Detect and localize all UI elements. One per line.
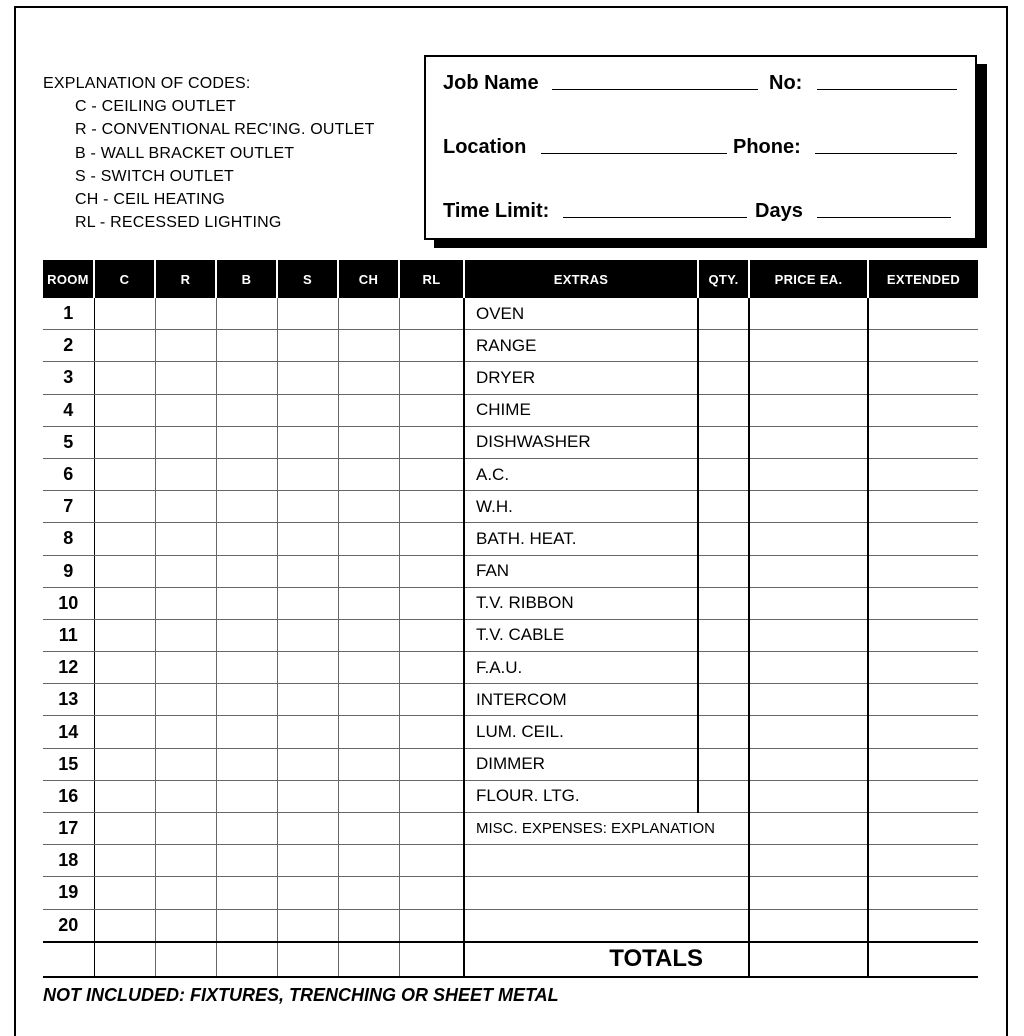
qty-cell[interactable] bbox=[698, 555, 749, 587]
code-cell-s[interactable] bbox=[277, 298, 338, 330]
code-cell-b[interactable] bbox=[216, 587, 277, 619]
code-cell-s[interactable] bbox=[277, 845, 338, 877]
code-item: CH - CEIL HEATING bbox=[75, 191, 226, 209]
code-cell-s[interactable] bbox=[277, 426, 338, 458]
code-cell-c[interactable] bbox=[94, 652, 155, 684]
table-row bbox=[43, 813, 978, 845]
extended-cell[interactable] bbox=[868, 298, 978, 330]
extended-cell[interactable] bbox=[868, 426, 978, 458]
code-cell-c[interactable] bbox=[94, 555, 155, 587]
table-row bbox=[43, 877, 978, 909]
code-cell-c[interactable] bbox=[94, 491, 155, 523]
code-cell-ch[interactable] bbox=[338, 909, 399, 942]
code-cell-c[interactable] bbox=[94, 619, 155, 651]
code-cell-s[interactable] bbox=[277, 587, 338, 619]
code-cell-rl[interactable] bbox=[399, 458, 464, 490]
code-cell-c[interactable] bbox=[94, 909, 155, 942]
room-number: 16 bbox=[43, 780, 94, 812]
room-number: 4 bbox=[43, 394, 94, 426]
price-each-cell[interactable] bbox=[749, 909, 868, 942]
table-row bbox=[43, 426, 978, 458]
code-cell-r[interactable] bbox=[155, 523, 216, 555]
code-cell-ch[interactable] bbox=[338, 523, 399, 555]
price-each-cell[interactable] bbox=[749, 716, 868, 748]
table-row bbox=[43, 716, 978, 748]
room-number: 14 bbox=[43, 716, 94, 748]
code-cell-rl[interactable] bbox=[399, 877, 464, 909]
misc-expenses-label: MISC. EXPENSES: EXPLANATION bbox=[464, 813, 749, 845]
days-label: Days bbox=[755, 200, 803, 222]
code-cell-rl[interactable] bbox=[399, 523, 464, 555]
code-cell-s[interactable] bbox=[277, 362, 338, 394]
room-number: 12 bbox=[43, 652, 94, 684]
code-cell-b[interactable] bbox=[216, 330, 277, 362]
code-cell-b[interactable] bbox=[216, 458, 277, 490]
extended-cell[interactable] bbox=[868, 652, 978, 684]
qty-cell[interactable] bbox=[698, 394, 749, 426]
code-cell-rl[interactable] bbox=[399, 748, 464, 780]
code-cell-rl[interactable] bbox=[399, 684, 464, 716]
code-cell-b[interactable] bbox=[216, 716, 277, 748]
code-cell-b[interactable] bbox=[216, 684, 277, 716]
code-cell-s[interactable] bbox=[277, 491, 338, 523]
code-cell-s[interactable] bbox=[277, 619, 338, 651]
room-number: 5 bbox=[43, 426, 94, 458]
code-cell-rl[interactable] bbox=[399, 330, 464, 362]
extras-item: W.H. bbox=[464, 491, 698, 523]
extended-cell[interactable] bbox=[868, 909, 978, 942]
extended-cell[interactable] bbox=[868, 716, 978, 748]
extended-cell[interactable] bbox=[868, 845, 978, 877]
price-each-cell[interactable] bbox=[749, 426, 868, 458]
room-number: 15 bbox=[43, 748, 94, 780]
code-cell-ch[interactable] bbox=[338, 587, 399, 619]
total-code-cell-rl[interactable] bbox=[399, 942, 464, 977]
code-cell-rl[interactable] bbox=[399, 619, 464, 651]
code-cell-ch[interactable] bbox=[338, 555, 399, 587]
code-cell-c[interactable] bbox=[94, 587, 155, 619]
qty-cell[interactable] bbox=[698, 619, 749, 651]
code-item: S - SWITCH OUTLET bbox=[75, 167, 234, 185]
extras-item: CHIME bbox=[464, 394, 698, 426]
location-field[interactable] bbox=[541, 153, 727, 154]
col-header-ch: CH bbox=[338, 260, 399, 298]
code-cell-ch[interactable] bbox=[338, 652, 399, 684]
extras-item: FAN bbox=[464, 555, 698, 587]
extras-item: T.V. RIBBON bbox=[464, 587, 698, 619]
total-code-cell-s[interactable] bbox=[277, 942, 338, 977]
table-row bbox=[43, 491, 978, 523]
table-row bbox=[43, 619, 978, 651]
code-cell-s[interactable] bbox=[277, 330, 338, 362]
code-cell-r[interactable] bbox=[155, 748, 216, 780]
code-cell-c[interactable] bbox=[94, 458, 155, 490]
code-legend bbox=[43, 72, 375, 234]
totals-label: TOTALS bbox=[464, 942, 749, 977]
extended-cell[interactable] bbox=[868, 555, 978, 587]
room-number: 19 bbox=[43, 877, 94, 909]
code-cell-ch[interactable] bbox=[338, 298, 399, 330]
code-cell-rl[interactable] bbox=[399, 555, 464, 587]
table-row bbox=[43, 523, 978, 555]
code-cell-r[interactable] bbox=[155, 909, 216, 942]
extras-item: F.A.U. bbox=[464, 652, 698, 684]
extended-cell[interactable] bbox=[868, 780, 978, 812]
code-cell-c[interactable] bbox=[94, 813, 155, 845]
code-cell-r[interactable] bbox=[155, 780, 216, 812]
table-row bbox=[43, 330, 978, 362]
totals-row bbox=[43, 942, 978, 977]
total-code-cell-c[interactable] bbox=[94, 942, 155, 977]
table-row bbox=[43, 555, 978, 587]
code-cell-b[interactable] bbox=[216, 780, 277, 812]
extended-cell[interactable] bbox=[868, 877, 978, 909]
extended-cell[interactable] bbox=[868, 362, 978, 394]
extras-item: INTERCOM bbox=[464, 684, 698, 716]
col-header-r: R bbox=[155, 260, 216, 298]
code-cell-c[interactable] bbox=[94, 523, 155, 555]
total-code-cell-b[interactable] bbox=[216, 942, 277, 977]
table-row bbox=[43, 394, 978, 426]
code-cell-r[interactable] bbox=[155, 330, 216, 362]
room-number: 18 bbox=[43, 845, 94, 877]
table-row bbox=[43, 587, 978, 619]
code-cell-b[interactable] bbox=[216, 426, 277, 458]
extras-item: OVEN bbox=[464, 298, 698, 330]
room-number: 8 bbox=[43, 523, 94, 555]
misc-expenses-line[interactable] bbox=[464, 845, 749, 877]
code-cell-s[interactable] bbox=[277, 780, 338, 812]
table-row bbox=[43, 458, 978, 490]
code-cell-r[interactable] bbox=[155, 619, 216, 651]
extended-cell[interactable] bbox=[868, 684, 978, 716]
col-header-room: ROOM bbox=[43, 260, 94, 298]
code-cell-rl[interactable] bbox=[399, 426, 464, 458]
code-cell-s[interactable] bbox=[277, 652, 338, 684]
col-header-rl: RL bbox=[399, 260, 464, 298]
job-name-label: Job Name bbox=[443, 72, 539, 94]
code-cell-c[interactable] bbox=[94, 716, 155, 748]
qty-cell[interactable] bbox=[698, 523, 749, 555]
code-cell-r[interactable] bbox=[155, 362, 216, 394]
qty-cell[interactable] bbox=[698, 748, 749, 780]
table-row bbox=[43, 298, 978, 330]
totals-room-cell bbox=[43, 942, 94, 977]
code-cell-ch[interactable] bbox=[338, 684, 399, 716]
extras-item: BATH. HEAT. bbox=[464, 523, 698, 555]
extended-cell[interactable] bbox=[868, 587, 978, 619]
code-cell-b[interactable] bbox=[216, 877, 277, 909]
col-header-s: S bbox=[277, 260, 338, 298]
qty-cell[interactable] bbox=[698, 330, 749, 362]
price-each-cell[interactable] bbox=[749, 845, 868, 877]
price-each-cell[interactable] bbox=[749, 555, 868, 587]
room-number: 3 bbox=[43, 362, 94, 394]
code-cell-s[interactable] bbox=[277, 684, 338, 716]
price-each-cell[interactable] bbox=[749, 587, 868, 619]
extended-cell[interactable] bbox=[868, 748, 978, 780]
price-each-cell[interactable] bbox=[749, 748, 868, 780]
price-each-cell[interactable] bbox=[749, 394, 868, 426]
code-cell-s[interactable] bbox=[277, 523, 338, 555]
code-legend-heading: EXPLANATION OF CODES: bbox=[43, 75, 251, 92]
code-cell-ch[interactable] bbox=[338, 330, 399, 362]
code-cell-rl[interactable] bbox=[399, 780, 464, 812]
phone-field[interactable] bbox=[815, 153, 957, 154]
code-cell-rl[interactable] bbox=[399, 716, 464, 748]
code-cell-ch[interactable] bbox=[338, 845, 399, 877]
extras-item: RANGE bbox=[464, 330, 698, 362]
code-cell-r[interactable] bbox=[155, 394, 216, 426]
price-each-cell[interactable] bbox=[749, 298, 868, 330]
extras-item: FLOUR. LTG. bbox=[464, 780, 698, 812]
extras-item: T.V. CABLE bbox=[464, 619, 698, 651]
code-cell-b[interactable] bbox=[216, 394, 277, 426]
extended-cell[interactable] bbox=[868, 619, 978, 651]
price-each-cell[interactable] bbox=[749, 684, 868, 716]
code-cell-ch[interactable] bbox=[338, 716, 399, 748]
room-number: 10 bbox=[43, 587, 94, 619]
code-cell-b[interactable] bbox=[216, 362, 277, 394]
code-cell-s[interactable] bbox=[277, 458, 338, 490]
job-number-label: No: bbox=[769, 72, 803, 94]
extras-item: A.C. bbox=[464, 458, 698, 490]
extended-cell[interactable] bbox=[868, 330, 978, 362]
extended-cell[interactable] bbox=[868, 523, 978, 555]
total-code-cell-r[interactable] bbox=[155, 942, 216, 977]
time-limit-label: Time Limit: bbox=[443, 200, 550, 222]
code-cell-b[interactable] bbox=[216, 813, 277, 845]
code-cell-b[interactable] bbox=[216, 298, 277, 330]
code-cell-ch[interactable] bbox=[338, 748, 399, 780]
code-item: RL - RECESSED LIGHTING bbox=[75, 214, 282, 232]
code-cell-r[interactable] bbox=[155, 298, 216, 330]
code-cell-c[interactable] bbox=[94, 362, 155, 394]
qty-cell[interactable] bbox=[698, 458, 749, 490]
code-cell-rl[interactable] bbox=[399, 394, 464, 426]
room-number: 13 bbox=[43, 684, 94, 716]
qty-cell[interactable] bbox=[698, 780, 749, 812]
extended-cell[interactable] bbox=[868, 491, 978, 523]
code-cell-r[interactable] bbox=[155, 458, 216, 490]
price-each-cell[interactable] bbox=[749, 813, 868, 845]
col-header-c: C bbox=[94, 260, 155, 298]
code-cell-c[interactable] bbox=[94, 426, 155, 458]
code-cell-ch[interactable] bbox=[338, 426, 399, 458]
room-number: 20 bbox=[43, 909, 94, 942]
code-cell-b[interactable] bbox=[216, 491, 277, 523]
time-limit-field[interactable] bbox=[563, 217, 747, 218]
job-name-field[interactable] bbox=[552, 89, 758, 90]
table-row bbox=[43, 780, 978, 812]
job-number-field[interactable] bbox=[817, 89, 957, 90]
code-cell-c[interactable] bbox=[94, 298, 155, 330]
total-price-each-cell[interactable] bbox=[749, 942, 868, 977]
code-cell-s[interactable] bbox=[277, 813, 338, 845]
table-row bbox=[43, 652, 978, 684]
col-header-b: B bbox=[216, 260, 277, 298]
qty-cell[interactable] bbox=[698, 298, 749, 330]
room-number: 2 bbox=[43, 330, 94, 362]
code-cell-s[interactable] bbox=[277, 909, 338, 942]
code-cell-b[interactable] bbox=[216, 619, 277, 651]
code-cell-rl[interactable] bbox=[399, 813, 464, 845]
code-item: C - CEILING OUTLET bbox=[75, 98, 236, 116]
code-cell-b[interactable] bbox=[216, 555, 277, 587]
qty-cell[interactable] bbox=[698, 652, 749, 684]
room-extras-table bbox=[43, 260, 978, 978]
code-cell-ch[interactable] bbox=[338, 780, 399, 812]
code-cell-c[interactable] bbox=[94, 330, 155, 362]
code-cell-s[interactable] bbox=[277, 877, 338, 909]
col-header-extras: EXTRAS bbox=[464, 260, 698, 298]
col-header-price-each: PRICE EA. bbox=[749, 260, 868, 298]
code-cell-r[interactable] bbox=[155, 555, 216, 587]
price-each-cell[interactable] bbox=[749, 619, 868, 651]
extended-cell[interactable] bbox=[868, 813, 978, 845]
code-cell-b[interactable] bbox=[216, 845, 277, 877]
code-cell-rl[interactable] bbox=[399, 491, 464, 523]
job-info-box bbox=[424, 55, 977, 240]
code-cell-s[interactable] bbox=[277, 716, 338, 748]
code-cell-r[interactable] bbox=[155, 845, 216, 877]
room-number: 1 bbox=[43, 298, 94, 330]
code-cell-r[interactable] bbox=[155, 684, 216, 716]
phone-label: Phone: bbox=[733, 136, 801, 158]
total-extended-cell[interactable] bbox=[868, 942, 978, 977]
code-cell-c[interactable] bbox=[94, 877, 155, 909]
code-cell-ch[interactable] bbox=[338, 362, 399, 394]
code-item: B - WALL BRACKET OUTLET bbox=[75, 144, 295, 162]
qty-cell[interactable] bbox=[698, 716, 749, 748]
price-each-cell[interactable] bbox=[749, 877, 868, 909]
code-cell-r[interactable] bbox=[155, 426, 216, 458]
price-each-cell[interactable] bbox=[749, 523, 868, 555]
not-included-note: NOT INCLUDED: FIXTURES, TRENCHING OR SHEET METAL bbox=[43, 985, 559, 1005]
room-number: 17 bbox=[43, 813, 94, 845]
extras-item: DIMMER bbox=[464, 748, 698, 780]
code-cell-b[interactable] bbox=[216, 909, 277, 942]
table-row bbox=[43, 909, 978, 942]
price-each-cell[interactable] bbox=[749, 652, 868, 684]
code-cell-r[interactable] bbox=[155, 652, 216, 684]
room-number: 6 bbox=[43, 458, 94, 490]
price-each-cell[interactable] bbox=[749, 330, 868, 362]
code-cell-s[interactable] bbox=[277, 748, 338, 780]
extended-cell[interactable] bbox=[868, 458, 978, 490]
code-cell-ch[interactable] bbox=[338, 619, 399, 651]
qty-cell[interactable] bbox=[698, 684, 749, 716]
table-row bbox=[43, 684, 978, 716]
code-cell-ch[interactable] bbox=[338, 394, 399, 426]
code-cell-c[interactable] bbox=[94, 394, 155, 426]
code-cell-c[interactable] bbox=[94, 684, 155, 716]
table-row bbox=[43, 362, 978, 394]
price-each-cell[interactable] bbox=[749, 458, 868, 490]
code-cell-rl[interactable] bbox=[399, 587, 464, 619]
room-number: 11 bbox=[43, 619, 94, 651]
code-cell-c[interactable] bbox=[94, 748, 155, 780]
code-cell-rl[interactable] bbox=[399, 298, 464, 330]
code-cell-rl[interactable] bbox=[399, 652, 464, 684]
code-cell-rl[interactable] bbox=[399, 845, 464, 877]
qty-cell[interactable] bbox=[698, 587, 749, 619]
extras-item: LUM. CEIL. bbox=[464, 716, 698, 748]
code-cell-r[interactable] bbox=[155, 587, 216, 619]
code-cell-c[interactable] bbox=[94, 845, 155, 877]
code-cell-s[interactable] bbox=[277, 394, 338, 426]
code-cell-r[interactable] bbox=[155, 716, 216, 748]
code-cell-b[interactable] bbox=[216, 652, 277, 684]
code-cell-ch[interactable] bbox=[338, 491, 399, 523]
price-each-cell[interactable] bbox=[749, 491, 868, 523]
misc-expenses-line[interactable] bbox=[464, 877, 749, 909]
table-row bbox=[43, 845, 978, 877]
room-number: 7 bbox=[43, 491, 94, 523]
table-row bbox=[43, 748, 978, 780]
col-header-extended: EXTENDED bbox=[868, 260, 978, 298]
code-item: R - CONVENTIONAL REC'ING. OUTLET bbox=[75, 121, 375, 139]
table-header-row bbox=[43, 260, 978, 298]
code-cell-b[interactable] bbox=[216, 523, 277, 555]
location-label: Location bbox=[443, 136, 527, 158]
days-field[interactable] bbox=[817, 217, 951, 218]
code-cell-rl[interactable] bbox=[399, 909, 464, 942]
total-code-cell-ch[interactable] bbox=[338, 942, 399, 977]
extras-item: DRYER bbox=[464, 362, 698, 394]
code-cell-s[interactable] bbox=[277, 555, 338, 587]
code-cell-ch[interactable] bbox=[338, 458, 399, 490]
code-cell-ch[interactable] bbox=[338, 813, 399, 845]
code-cell-r[interactable] bbox=[155, 877, 216, 909]
code-cell-b[interactable] bbox=[216, 748, 277, 780]
extended-cell[interactable] bbox=[868, 394, 978, 426]
extras-item: DISHWASHER bbox=[464, 426, 698, 458]
col-header-qty: QTY. bbox=[698, 260, 749, 298]
code-cell-r[interactable] bbox=[155, 491, 216, 523]
qty-cell[interactable] bbox=[698, 491, 749, 523]
code-cell-ch[interactable] bbox=[338, 877, 399, 909]
misc-expenses-line[interactable] bbox=[464, 909, 749, 942]
room-number: 9 bbox=[43, 555, 94, 587]
qty-cell[interactable] bbox=[698, 362, 749, 394]
price-each-cell[interactable] bbox=[749, 780, 868, 812]
code-cell-rl[interactable] bbox=[399, 362, 464, 394]
code-cell-r[interactable] bbox=[155, 813, 216, 845]
price-each-cell[interactable] bbox=[749, 362, 868, 394]
qty-cell[interactable] bbox=[698, 426, 749, 458]
code-cell-c[interactable] bbox=[94, 780, 155, 812]
